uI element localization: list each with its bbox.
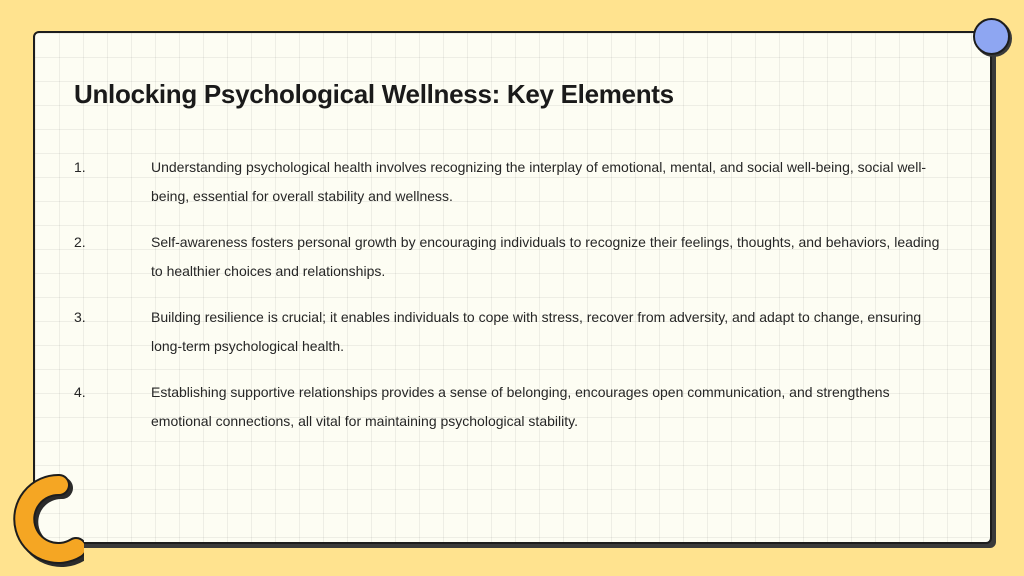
slide-title: Unlocking Psychological Wellness: Key Elements [74, 79, 674, 109]
key-elements-list [74, 153, 954, 453]
list-item-text: Self-awareness fosters personal growth by encouraging individuals to recognize their feelings, thoughts, and behaviors, leading to healthier choices and relationships. [151, 234, 940, 279]
list-item-number: 4. [74, 384, 86, 400]
list-item-number: 2. [74, 234, 86, 250]
list-item-text: Understanding psychological health involves recognizing the interplay of emotional, mental, and social well-being, social well-being, essential for overall stability and wellness. [151, 159, 927, 204]
list-item-number: 3. [74, 309, 86, 325]
list-item-text: Establishing supportive relationships provides a sense of belonging, encourages open communication, and strengthens emotional connections, all vital for maintaining psychological stability. [151, 384, 890, 429]
list-item-text: Building resilience is crucial; it enables individuals to cope with stress, recover from adversity, and adapt to change, ensuring long-term psychological health. [151, 309, 922, 354]
list-item [74, 378, 954, 436]
list-item [74, 303, 954, 361]
list-item [74, 228, 954, 286]
list-item-number: 1. [74, 159, 86, 175]
blue-circle-decoration-icon [973, 18, 1010, 55]
list-item [74, 153, 954, 211]
slide-card [33, 31, 992, 544]
orange-c-shape-decoration-icon [4, 468, 84, 568]
